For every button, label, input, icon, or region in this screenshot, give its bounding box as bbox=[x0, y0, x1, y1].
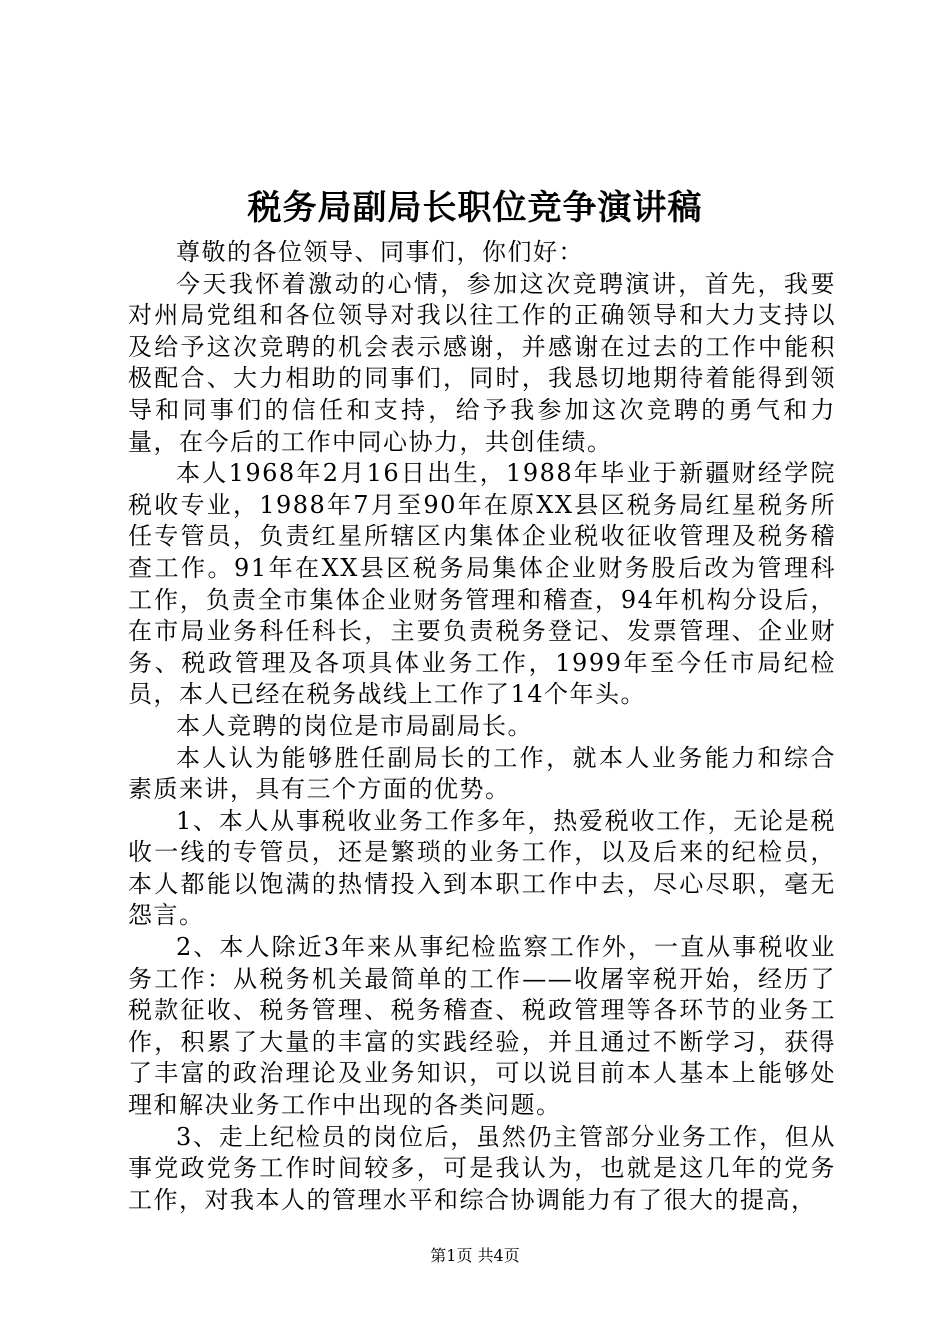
paragraph-advantage-1: 1、本人从事税收业务工作多年，热爱税收工作，无论是税收一线的专管员，还是繁琐的业务工作，以及后来的纪检员，本人都能以饱满的热情投入到本职工作中去，尽心尽职，毫无怨言。 bbox=[128, 806, 836, 930]
paragraph-greeting: 尊敬的各位领导、同事们，你们好： bbox=[176, 238, 584, 266]
paragraph-background: 本人1968年2月16日出生，1988年毕业于新疆财经学院税收专业，1988年7月至90年在原XX县区税务局红星税务所任专管员，负责红星所辖区内集体企业税收征收管理及税务稽查工作。91年在XX县区税务局集体企业财务股后改为管理科工作，负责全市集体企业财务管理和稽查，94年机构分设后，在市局业务科任科长，主要负责税务登记、发票管理、企业财务、税政管理及各项具体业务工作，1999年至今任市局纪检员，本人已经在税务战线上工作了14个年头。 bbox=[128, 459, 836, 709]
paragraph-opening: 今天我怀着激动的心情，参加这次竞聘演讲，首先，我要对州局党组和各位领导对我以往工作的正确领导和大力支持以及给予这次竞聘的机会表示感谢，并感谢在过去的工作中能积极配合、大力相助的同事们，同时，我恳切地期待着能得到领导和同事们的信任和支持，给予我参加这次竞聘的勇气和力量，在今后的工作中同心协力，共创佳绩。 bbox=[128, 269, 836, 456]
paragraph-position: 本人竞聘的岗位是市局副局长。 bbox=[176, 711, 533, 740]
document-title: 税务局副局长职位竞争演讲稿 bbox=[247, 188, 703, 228]
page-number-footer: 第1页 共4页 bbox=[430, 1246, 520, 1265]
paragraph-advantages-intro: 本人认为能够胜任副局长的工作，就本人业务能力和综合素质来讲，具有三个方面的优势。 bbox=[128, 743, 836, 804]
paragraph-advantage-2: 2、本人除近3年来从事纪检监察工作外，一直从事税收业务工作：从税务机关最简单的工作——收屠宰税开始，经历了税款征收、税务管理、税务稽查、税政管理等各环节的业务工作，积累了大量的丰富的实践经验，并且通过不断学习，获得了丰富的政治理论及业务知识，可以说目前本人基本上能够处理和解决业务工作中出现的各类问题。 bbox=[128, 933, 836, 1120]
paragraph-advantage-3: 3、走上纪检员的岗位后，虽然仍主管部分业务工作，但从事党政党务工作时间较多，可是我认为，也就是这几年的党务工作，对我本人的管理水平和综合协调能力有了很大的提高， bbox=[128, 1122, 836, 1214]
document-body bbox=[128, 237, 836, 1216]
